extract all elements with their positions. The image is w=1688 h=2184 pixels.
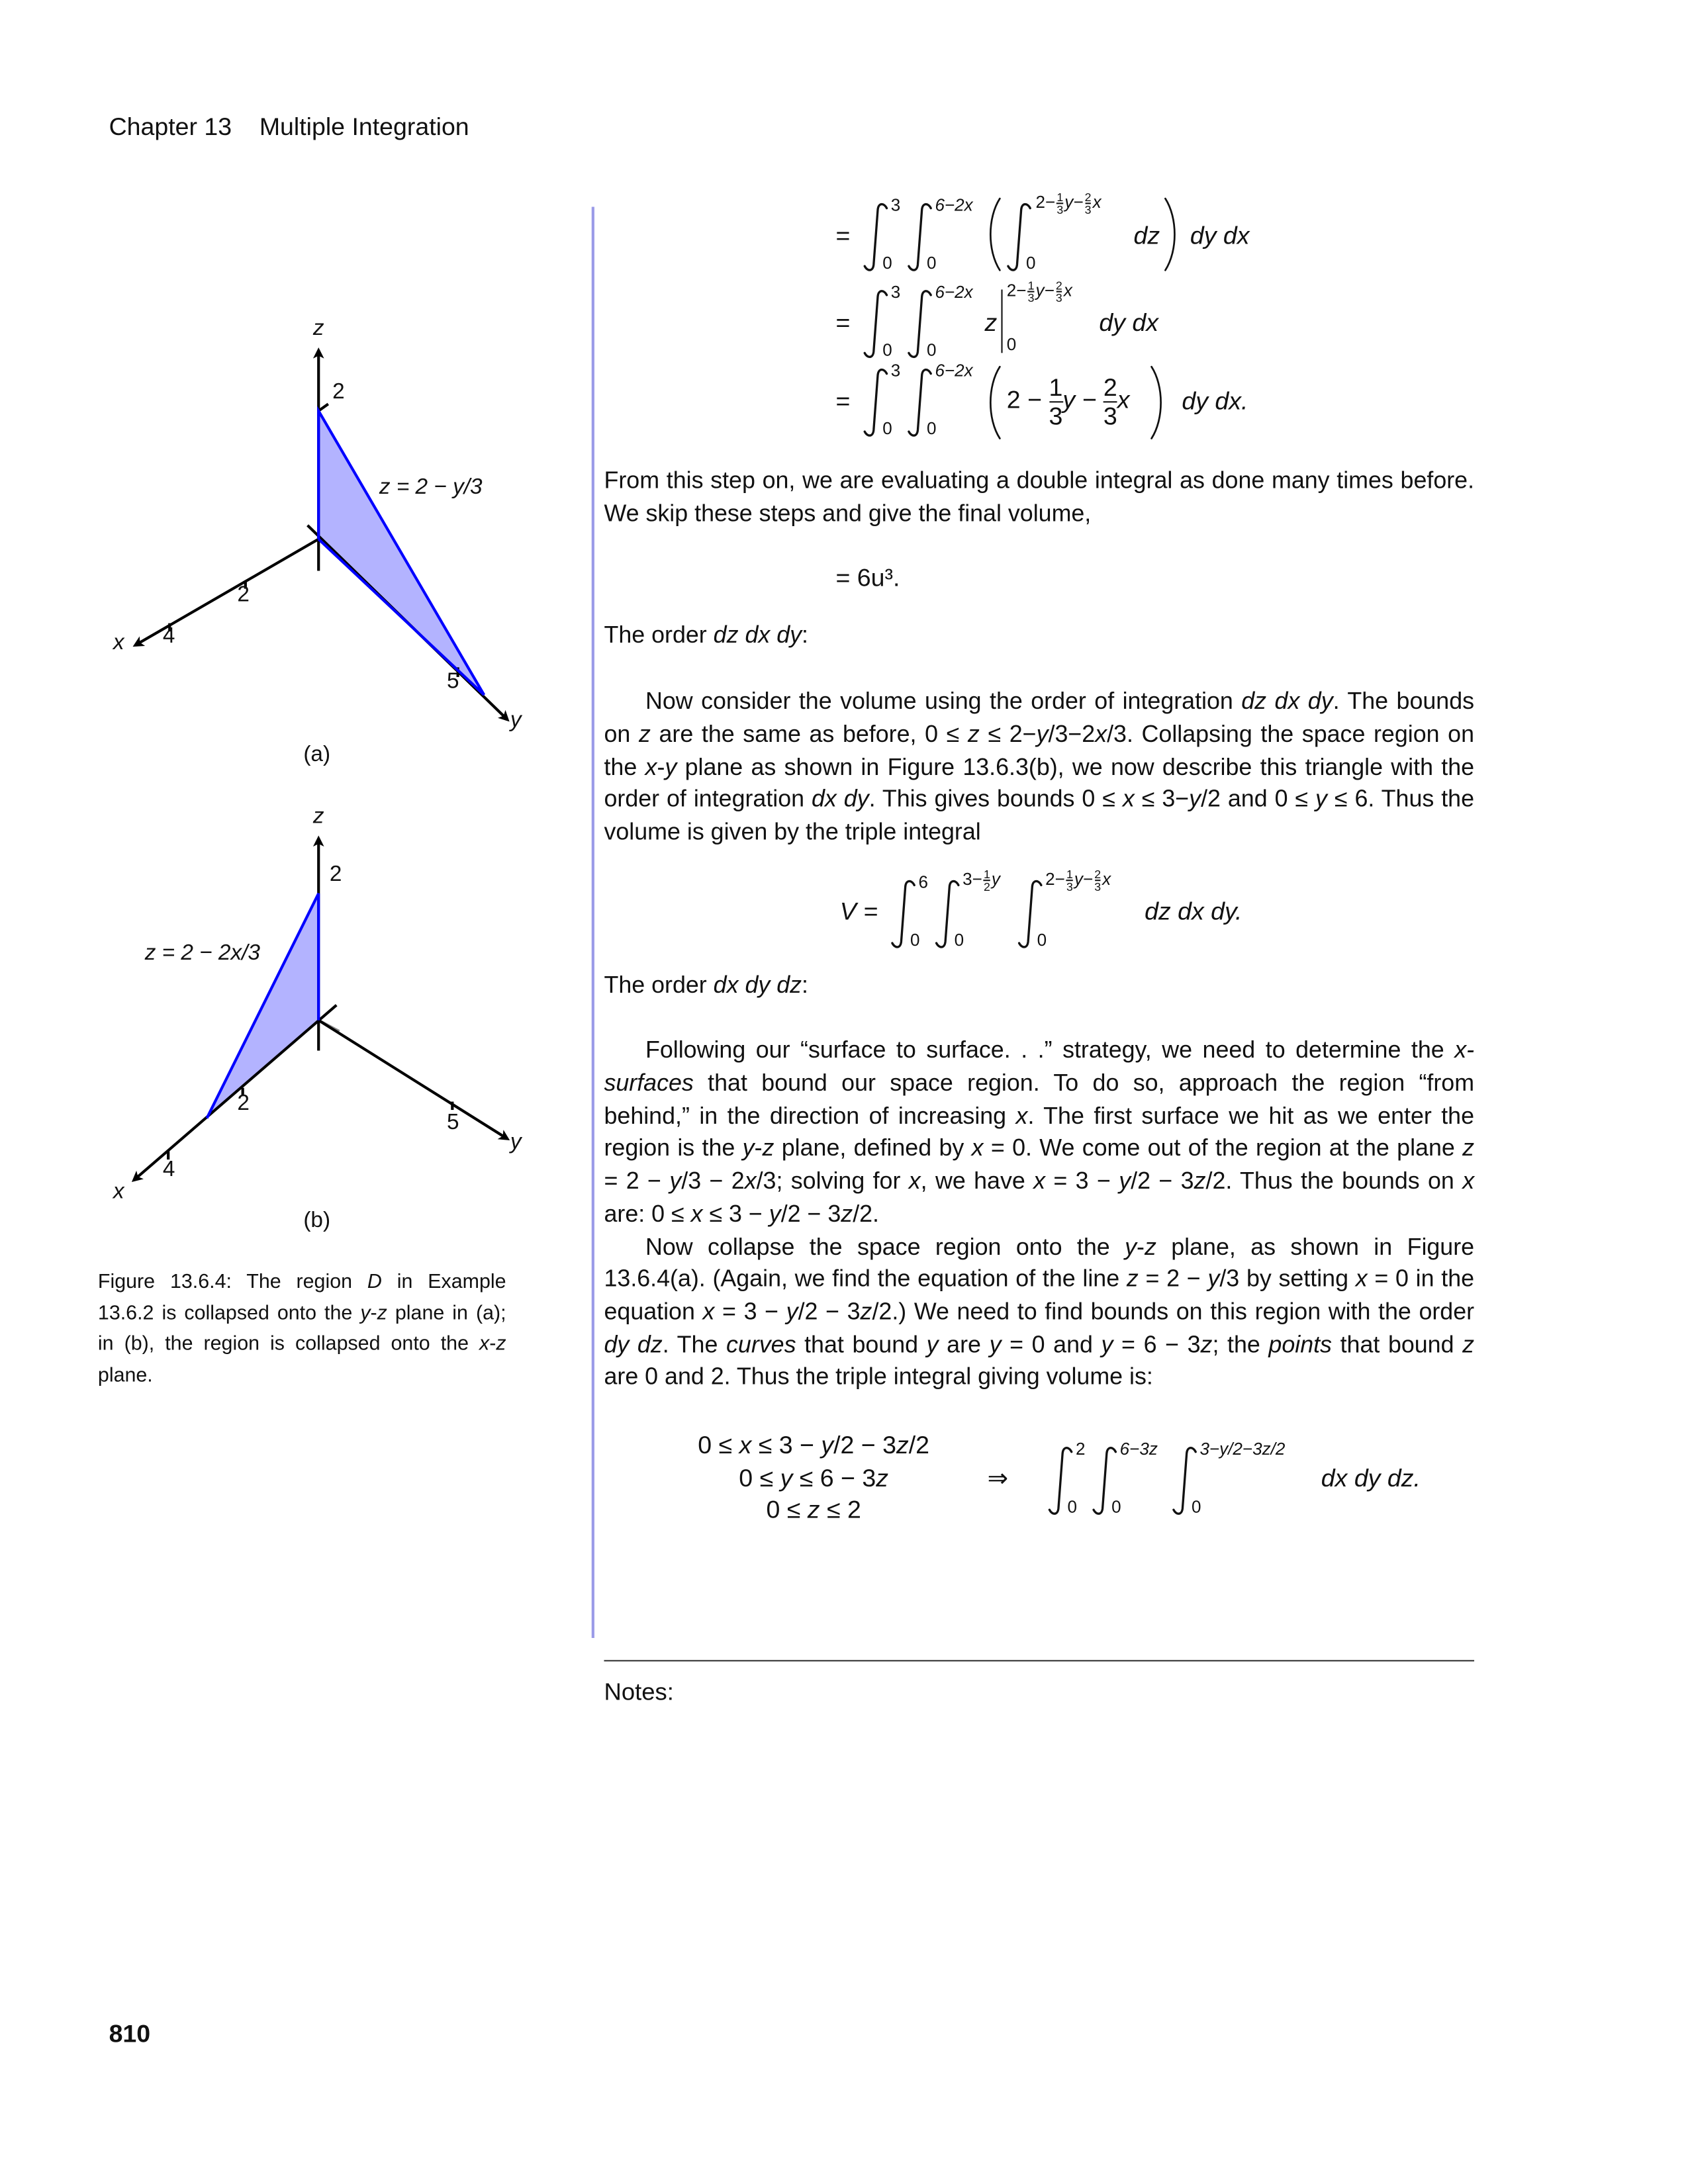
y-axis-label-a: y xyxy=(510,708,522,733)
text-run: are xyxy=(938,1330,990,1358)
text-run: Now consider the volume using the order of integration xyxy=(645,686,1242,715)
text-run: that bound xyxy=(796,1330,927,1358)
antiderivative: z xyxy=(984,308,998,337)
italic-run: z xyxy=(1462,1330,1475,1358)
equals-sign: = xyxy=(835,308,851,337)
italic-run: x-surfaces xyxy=(604,1036,1475,1097)
text-run: ≤ 3− xyxy=(1134,784,1190,813)
z-tick-2-a xyxy=(318,404,328,410)
italic-run: z xyxy=(807,1496,820,1524)
text-run: . The xyxy=(662,1330,727,1358)
italic-run: y xyxy=(780,1463,793,1492)
italic-run: z xyxy=(1200,1330,1213,1358)
text-run: - xyxy=(370,1302,377,1325)
right-paren-icon xyxy=(1147,364,1166,441)
lower-limit: 0 xyxy=(926,253,937,273)
y-tick-label-5-b: 5 xyxy=(446,1111,459,1135)
text-run: ≤ 2 xyxy=(820,1496,861,1524)
text-run: - xyxy=(754,1134,763,1162)
x-axis-label-a: x xyxy=(113,631,124,655)
right-paren-icon xyxy=(1161,196,1180,273)
italic-run: z xyxy=(496,1333,506,1355)
subfigure-label-b: (b) xyxy=(303,1209,331,1233)
lower-limit: 0 xyxy=(882,253,892,273)
lower-limit: 0 xyxy=(1111,1497,1121,1517)
text-run: 0 ≤ xyxy=(698,1431,739,1459)
text-run: 0 ≤ xyxy=(766,1496,808,1524)
italic-run: y xyxy=(669,1166,682,1195)
z-tick-label-b: 2 xyxy=(329,863,342,887)
text-run: /2 − 3 xyxy=(780,1199,841,1227)
text-run: /2. Thus the bounds on xyxy=(1205,1166,1463,1195)
text-run: /2 − 3 xyxy=(1131,1166,1194,1195)
upper-limit: 3 xyxy=(890,283,901,302)
x-tick-label-2-a: 2 xyxy=(237,583,250,607)
italic-run: y xyxy=(1119,1166,1131,1195)
heading-order-dxdydz xyxy=(604,969,1474,1001)
italic-run: z xyxy=(1462,1134,1475,1162)
italic-run: x xyxy=(744,1166,757,1195)
italic-run: y xyxy=(926,1330,939,1358)
text-run: = 0 and xyxy=(1001,1330,1102,1358)
italic-run: z xyxy=(967,719,980,747)
subfigure-label-a: (a) xyxy=(303,743,331,767)
italic-run: y xyxy=(769,1199,781,1227)
text-run: ; the xyxy=(1212,1330,1269,1358)
italic-run: z xyxy=(638,719,651,747)
text-run: = 6 − 3 xyxy=(1113,1330,1201,1358)
italic-run: x xyxy=(971,1134,984,1162)
text-run: /3−2 xyxy=(1048,719,1096,747)
upper-limit: 3 xyxy=(890,195,901,215)
z-axis-label-b: z xyxy=(312,805,324,829)
text-run: /3 − 2 xyxy=(681,1166,745,1195)
italic-run: z xyxy=(1126,1264,1139,1293)
text-run: = 2 − xyxy=(604,1166,670,1195)
differential: dz dx dy. xyxy=(1145,897,1243,925)
upper-limit: 3 xyxy=(890,361,901,381)
differential: dy dx xyxy=(1190,222,1250,250)
paragraph-dzdxdy xyxy=(604,686,1474,849)
italic-run: x xyxy=(645,752,657,780)
upper-limit: 6−2x xyxy=(935,195,973,215)
text-run: are 0 and 2. Thus the triple integral giving volume is: xyxy=(604,1363,1153,1390)
italic-run: x xyxy=(1355,1264,1368,1293)
italic-run: z xyxy=(896,1431,909,1459)
text-run: ≤ 3 − xyxy=(702,1199,769,1227)
y-axis-label-b: y xyxy=(510,1130,522,1154)
bound-x xyxy=(648,1430,979,1463)
italic-run: x xyxy=(690,1199,703,1227)
volume-symbol: V = xyxy=(839,897,878,925)
upper-limit: 6 xyxy=(918,872,928,892)
upper-limit: 2− $\frac{1}{3}$ y− $\frac{2}{3}$ x xyxy=(1035,190,1102,217)
x-tick-label-2-b: 2 xyxy=(237,1091,250,1116)
upper-limit: 2− $\frac{1}{3}$ y− $\frac{2}{3}$ x xyxy=(1045,866,1111,893)
z-tick-label-a: 2 xyxy=(332,380,345,404)
text-run: plane as shown in Figure 13.6.3(b), we now describe this triangle with the order of integration xyxy=(604,752,1475,813)
chapter-number: Chapter 13 xyxy=(109,113,232,141)
integrand: 2 − $\frac{1}{3}$ y − $\frac{2}{3}$ x xyxy=(1006,373,1130,430)
italic-run: dx dy xyxy=(812,784,869,813)
italic-run: x xyxy=(739,1431,752,1459)
x-axis-label-b: x xyxy=(113,1180,124,1204)
paragraph-surface-to-surface xyxy=(604,1034,1474,1230)
italic-run: y xyxy=(360,1302,371,1325)
text-run: /3. Collapsing the space region on the xyxy=(604,719,1475,780)
left-paren-icon xyxy=(984,364,1004,441)
text-run: = 3 − xyxy=(714,1297,786,1325)
text-run: = 2 − xyxy=(1138,1264,1208,1293)
bound-y xyxy=(648,1462,979,1494)
text-run: plane in (a); in (b), the region is collapsed onto the xyxy=(97,1302,506,1355)
text-run: plane. xyxy=(97,1364,153,1387)
text-run: , we have xyxy=(920,1166,1034,1195)
main-column xyxy=(604,190,1475,1707)
paragraph-collapse-yz xyxy=(604,1230,1474,1394)
text-run: : xyxy=(802,621,809,649)
left-paren-icon xyxy=(984,196,1004,273)
differential: dx dy dz. xyxy=(1321,1464,1421,1492)
text-run: 0 ≤ xyxy=(739,1463,780,1492)
lower-limit: 0 xyxy=(954,930,964,950)
equals-sign: = xyxy=(835,222,851,250)
upper-limit: 2− $\frac{1}{3}$ y− $\frac{2}{3}$ x xyxy=(1006,278,1072,305)
italic-run: z xyxy=(876,1463,888,1492)
italic-run: y xyxy=(1125,1232,1137,1260)
lower-limit: 0 xyxy=(882,419,892,439)
italic-run: x xyxy=(702,1297,715,1325)
italic-run: x xyxy=(479,1333,490,1355)
text-run: = 0 in the equation xyxy=(604,1264,1475,1325)
upper-limit: 6−2x xyxy=(935,283,973,302)
text-run: /2. xyxy=(853,1199,880,1227)
italic-run: D xyxy=(367,1271,382,1294)
italic-run: points xyxy=(1268,1330,1332,1358)
text-run: ≤ 6 − 3 xyxy=(792,1463,876,1492)
x-tick-label-4-a: 4 xyxy=(162,624,175,649)
equals-sign: = xyxy=(835,387,851,416)
text-run: . The first surface we hit as we enter the region is the xyxy=(604,1101,1475,1162)
figure-a-plot xyxy=(135,350,507,719)
upper-limit: 2 xyxy=(1075,1439,1086,1459)
text-run: that bound our space region. To do so, approach the region “from behind,” in the direction of increasing xyxy=(604,1068,1475,1129)
italic-run: z xyxy=(377,1302,387,1325)
x-tick-label-4-b: 4 xyxy=(162,1158,175,1182)
equation-block xyxy=(604,190,1474,462)
italic-run: dy dz xyxy=(604,1330,663,1358)
lower-limit: 0 xyxy=(926,419,937,439)
text-run: plane, defined by xyxy=(774,1134,972,1162)
text-run: Figure 13.6.4: The region xyxy=(97,1271,367,1294)
text-run: = 3 − xyxy=(1045,1166,1119,1195)
upper-limit: 6−3z xyxy=(1119,1439,1158,1459)
text-run: ≤ 3 − xyxy=(751,1431,821,1459)
volume-integral-equation xyxy=(604,849,1474,962)
z-axis-label-a: z xyxy=(312,317,324,341)
figure-13-6-4 xyxy=(0,0,593,1379)
margin-rule xyxy=(592,206,594,1637)
x-axis-b xyxy=(134,1005,336,1181)
italic-run: dz dx dy xyxy=(1241,686,1333,715)
text-run: /2.) We need to find bounds on this region with the order xyxy=(872,1297,1475,1325)
upper-limit: 3− $\frac{1}{2}$ y xyxy=(962,866,1000,893)
text-run: ≤ 2− xyxy=(979,719,1037,747)
italic-run: y xyxy=(821,1431,834,1459)
lower-limit: 0 xyxy=(1025,253,1036,273)
italic-run: x xyxy=(1462,1166,1475,1195)
text-run: /2 and 0 ≤ xyxy=(1201,784,1316,813)
text-run: = 0. We come out of the region at the plane xyxy=(983,1134,1463,1162)
italic-run: z xyxy=(860,1297,872,1325)
text-run: plane, as shown in Figure 13.6.4(a). (Again, we find the equation of the line xyxy=(604,1232,1475,1293)
lower-limit: 0 xyxy=(1067,1497,1077,1517)
page-number: 810 xyxy=(109,2020,151,2048)
text-run: - xyxy=(1136,1232,1145,1260)
italic-run: x xyxy=(1015,1101,1028,1129)
bounds-and-integral xyxy=(604,1410,1474,1543)
text-run: /2 − 3 xyxy=(833,1431,896,1459)
italic-run: y xyxy=(989,1330,1002,1358)
bounds-list xyxy=(648,1430,979,1527)
lower-limit: 0 xyxy=(1037,930,1047,950)
italic-run: y xyxy=(786,1297,798,1325)
italic-run: z xyxy=(1144,1232,1156,1260)
text-run: that bound xyxy=(1331,1330,1463,1358)
text-run: The order xyxy=(604,970,714,998)
lower-limit: 0 xyxy=(882,340,892,360)
evaluation-bar xyxy=(1001,289,1002,353)
lower-limit: 0 xyxy=(910,930,920,950)
y-tick-label-5-a: 5 xyxy=(446,670,459,694)
italic-run: y xyxy=(1315,784,1327,813)
text-run: - xyxy=(657,752,665,780)
upper-limit: 3−y/2−3z/2 xyxy=(1199,1439,1286,1459)
text-run: /2 xyxy=(908,1431,930,1459)
text-run: - xyxy=(489,1333,496,1355)
surface-equation-b: z = 2 − 2x/3 xyxy=(144,941,260,966)
italic-run: y xyxy=(1036,719,1049,747)
volume-result-block xyxy=(604,530,1474,613)
lower-limit: 0 xyxy=(1191,1497,1201,1517)
italic-run: x xyxy=(908,1166,921,1195)
text-run: /3 by setting xyxy=(1219,1264,1356,1293)
text-run: . The bounds on xyxy=(604,686,1475,747)
italic-run: x xyxy=(1122,784,1135,813)
italic-run: y xyxy=(1207,1264,1220,1293)
italic-run: y xyxy=(665,752,677,780)
italic-run: dz dx dy xyxy=(713,621,802,649)
text-run: /2 − 3 xyxy=(798,1297,861,1325)
upper-limit: 6−2x xyxy=(935,361,973,381)
differential: dy dx. xyxy=(1182,387,1248,416)
italic-run: y xyxy=(1101,1330,1113,1358)
implies-arrow: ⇒ xyxy=(987,1464,1009,1492)
text-run: : xyxy=(802,970,809,998)
text-run: Now collapse the space region onto the xyxy=(645,1232,1125,1260)
text-run: From this step on, we are evaluating a double integral as done many times before. We skip these steps and give the final volume, xyxy=(604,466,1475,527)
differential: dz xyxy=(1133,222,1160,250)
italic-run: y xyxy=(742,1134,755,1162)
bound-z xyxy=(648,1494,979,1527)
notes-label: Notes: xyxy=(604,1678,674,1706)
italic-run: y xyxy=(1189,784,1201,813)
italic-run: x xyxy=(1033,1166,1046,1195)
text-run: /3; solving for xyxy=(756,1166,909,1195)
italic-run: x xyxy=(1095,719,1107,747)
figure-caption xyxy=(98,1267,506,1391)
differential: dy dx xyxy=(1099,308,1159,337)
text-run: ≤ 6. Thus the volume is given by the triple integral xyxy=(604,784,1475,845)
text-run: in Example 13.6.2 is collapsed onto the xyxy=(97,1271,506,1325)
text-run: Following our “surface to surface. . .” strategy, we need to determine the xyxy=(645,1036,1455,1064)
y-axis-b xyxy=(318,1021,507,1139)
paragraph-final-volume-intro xyxy=(604,465,1474,530)
notes-divider xyxy=(604,1660,1474,1661)
italic-run: z xyxy=(1194,1166,1206,1195)
text-run: . This gives bounds 0 ≤ xyxy=(868,784,1123,813)
italic-run: z xyxy=(841,1199,853,1227)
chapter-title: Multiple Integration xyxy=(259,113,469,141)
italic-run: dx dy dz xyxy=(713,970,802,998)
heading-order-dzdxdy xyxy=(604,619,1474,652)
lower-limit: 0 xyxy=(1006,335,1017,355)
italic-run: z xyxy=(762,1134,774,1162)
spacer xyxy=(604,1543,1474,1660)
text-run: are: 0 ≤ xyxy=(604,1199,691,1227)
text-run: are the same as before, 0 ≤ xyxy=(650,719,968,747)
text-run: The order xyxy=(604,621,714,649)
surface-equation-a: z = 2 − y/3 xyxy=(379,475,483,500)
lower-limit: 0 xyxy=(926,340,937,360)
volume-result: = 6u³. xyxy=(835,564,900,592)
italic-run: curves xyxy=(726,1330,796,1358)
